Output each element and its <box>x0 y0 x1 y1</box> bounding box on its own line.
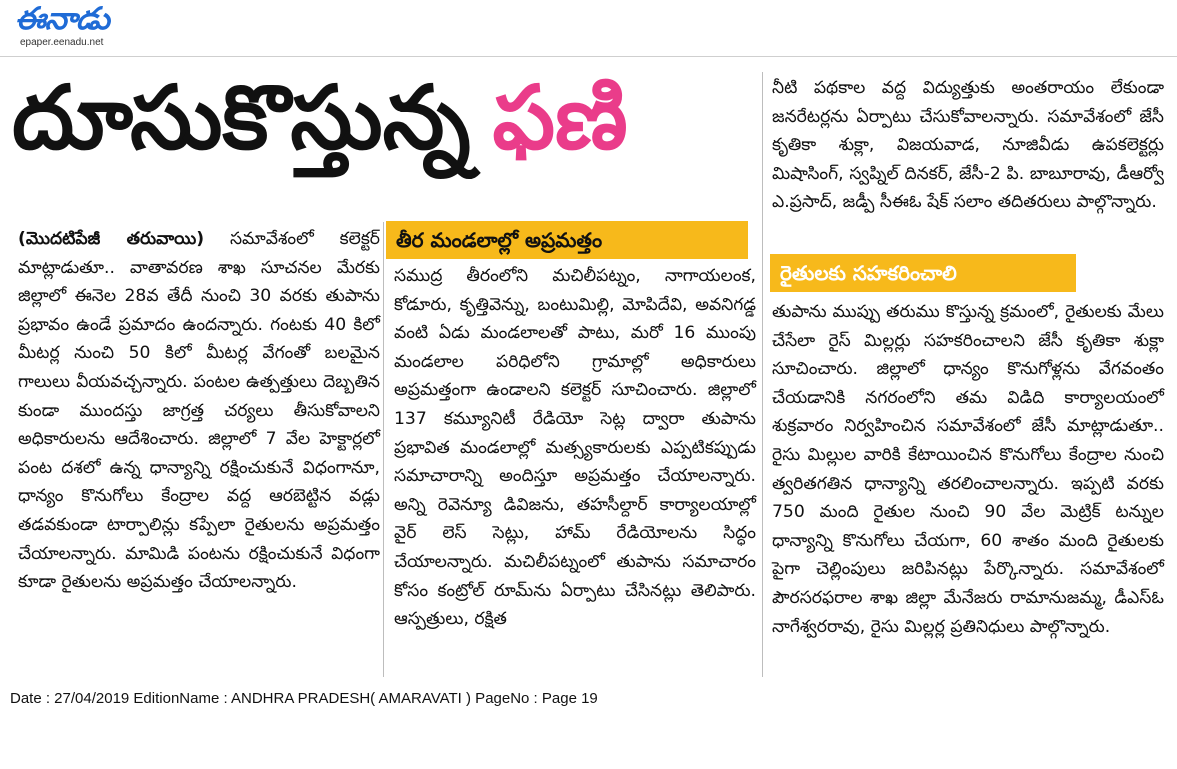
column-3-bottom-text: తుపాను ముప్పు తరుము కొస్తున్న క్రమంలో, రైతులకు మేలు చేసేలా రైస్ మిల్లర్లు సహకరించాలని జేసీ కృతికా శుక్లా సూచించారు. జిల్లాలో ధాన్యం కొనుగోళ్లను వేగవంతం చేయడానికి నగరంలోని తమ విడిది కార్యాలయంలో శుక్రవారం నిర్వహించిన సమావేశంలో జేసీ మాట్లాడుతూ.. రైసు మిల్లుల వారికి కేటాయించిన కొనుగోలు కేంద్రాల నుంచి త్వరితగతిన ధాన్యాన్ని తరలించాలన్నారు. ఇప్పటి వరకు 750 మంది రైతుల నుంచి 90 వేల మెట్రిక్ టన్నుల ధాన్యాన్ని కొనుగోలు చేయగా, 60 శాతం మంది రైతులకు పైగా చెల్లింపులు జరిపినట్లు పేర్కొన్నారు. సమావేశంలో పౌరసరఫరాల శాఖ జిల్లా మేనేజరు రామానుజమ్మ, డీఎస్ఓ నాగేశ్వరరావు, రైసు మిల్లర్ల ప్రతినిధులు పాల్గొన్నారు. <box>772 302 1164 637</box>
article-headline <box>12 62 628 174</box>
headline-main: దూసుకొస్తున్న <box>12 66 471 169</box>
column-divider-1 <box>383 222 384 677</box>
column-3-top-text: నీటి పథకాల వద్ద విద్యుత్తుకు అంతరాయం లేకుండా జనరేటర్లను ఏర్పాటు చేసుకోవాలన్నారు. సమావేశంలో జేసీ కృతికా శుక్లా, విజయవాడ, నూజివీడు ఉపకలెక్టర్లు మిషాసింగ్, స్వప్నిల్ దినకర్, జేసీ-2 పి. బాబూరావు, డీఆర్వో ఎ.ప్రసాద్, జడ్పీ సీఈఓ షేక్ సలాం తదితరులు పాల్గొన్నారు. <box>772 78 1164 213</box>
subheading-coastal-alert: తీర మండలాల్లో అప్రమత్తం <box>386 221 748 259</box>
eenadu-logo: ఈనాడు <box>15 1 109 37</box>
subheading-support-farmers: రైతులకు సహకరించాలి <box>770 254 1076 292</box>
headline-accent: ఫణి <box>492 66 628 169</box>
column-2-text: సముద్ర తీరంలోని మచిలీపట్నం, నాగాయలంక, కోడూరు, కృత్తివెన్ను, బంటుమిల్లి, మోపిదేవి, అవనిగడ్డ వంటి ఏడు మండలాలతో పాటు, మరో 16 ముంపు మండలాల పరిధిలోని గ్రామాల్లో అధికారులు అప్రమత్తంగా ఉండాలని కలెక్టర్ సూచించారు. జిల్లాలో 137 కమ్యూనిటీ రేడియో సెట్ల ద్వారా తుపాను ప్రభావిత మండలాల్లో మత్స్యకారులకు ఎప్పటికప్పుడు సమాచారాన్ని అందిస్తూ అప్రమత్తం చేయాలన్నారు. అన్ని రెవెన్యూ డివిజను, తహసీల్దార్ కార్యాలయాల్లో వైర్ లెస్ సెట్లు, హామ్ రేడియోలను సిద్ధం చేయాలన్నారు. మచిలీపట్నంలో తుపాను సమాచారం కోసం కంట్రోల్ రూమ్‌ను ఏర్పాటు చేసినట్లు తెలిపారు. ఆస్పత్రులు, రక్షిత <box>394 266 756 630</box>
edition-footer: Date : 27/04/2019 EditionName : ANDHRA PRADESH( AMARAVATI ) PageNo : Page 19 <box>10 690 598 707</box>
article-column-3-bottom <box>772 298 1164 641</box>
masthead-divider <box>0 56 1177 57</box>
column-divider-2 <box>762 72 763 677</box>
article-column-1 <box>18 225 380 597</box>
article-column-2 <box>394 262 756 634</box>
site-url: epaper.eenadu.net <box>20 37 104 48</box>
column-1-text: సమావేశంలో కలెక్టర్ మాట్లాడుతూ.. వాతావరణ శాఖ సూచనల మేరకు జిల్లాలో ఈనెల 28వ తేదీ నుంచి 30 వరకు తుపాను ప్రభావం ఉండే ప్రమాదం ఉందన్నారు. గంటకు 40 కిలో మీటర్ల నుంచి 50 కిలో మీటర్ల వేగంతో బలమైన గాలులు వీయవచ్చన్నారు. పంటల ఉత్పత్తులు దెబ్బతిన కుండా ముందస్తు జాగ్రత్త చర్యలు తీసుకోవాలని అధికారులను ఆదేశించారు. జిల్లాలో 7 వేల హెక్టార్లలో పంట దశలో ఉన్న ధాన్యాన్ని రక్షించుకునే విధంగానూ, ధాన్యం కొనుగోలు కేంద్రాల వద్ద ఆరబెట్టిన వడ్లు తడవకుండా టార్పాలిన్లు కప్పేలా రైతులను అప్రమత్తం చేయాలన్నారు. మామిడి పంటను రక్షించుకునే విధంగా కూడా రైతులను అప్రమత్తం చేయాలన్నారు. <box>18 229 380 593</box>
article-column-3-top <box>772 74 1164 217</box>
continued-label: (మొదటిపేజీ తరువాయి) <box>18 229 205 249</box>
